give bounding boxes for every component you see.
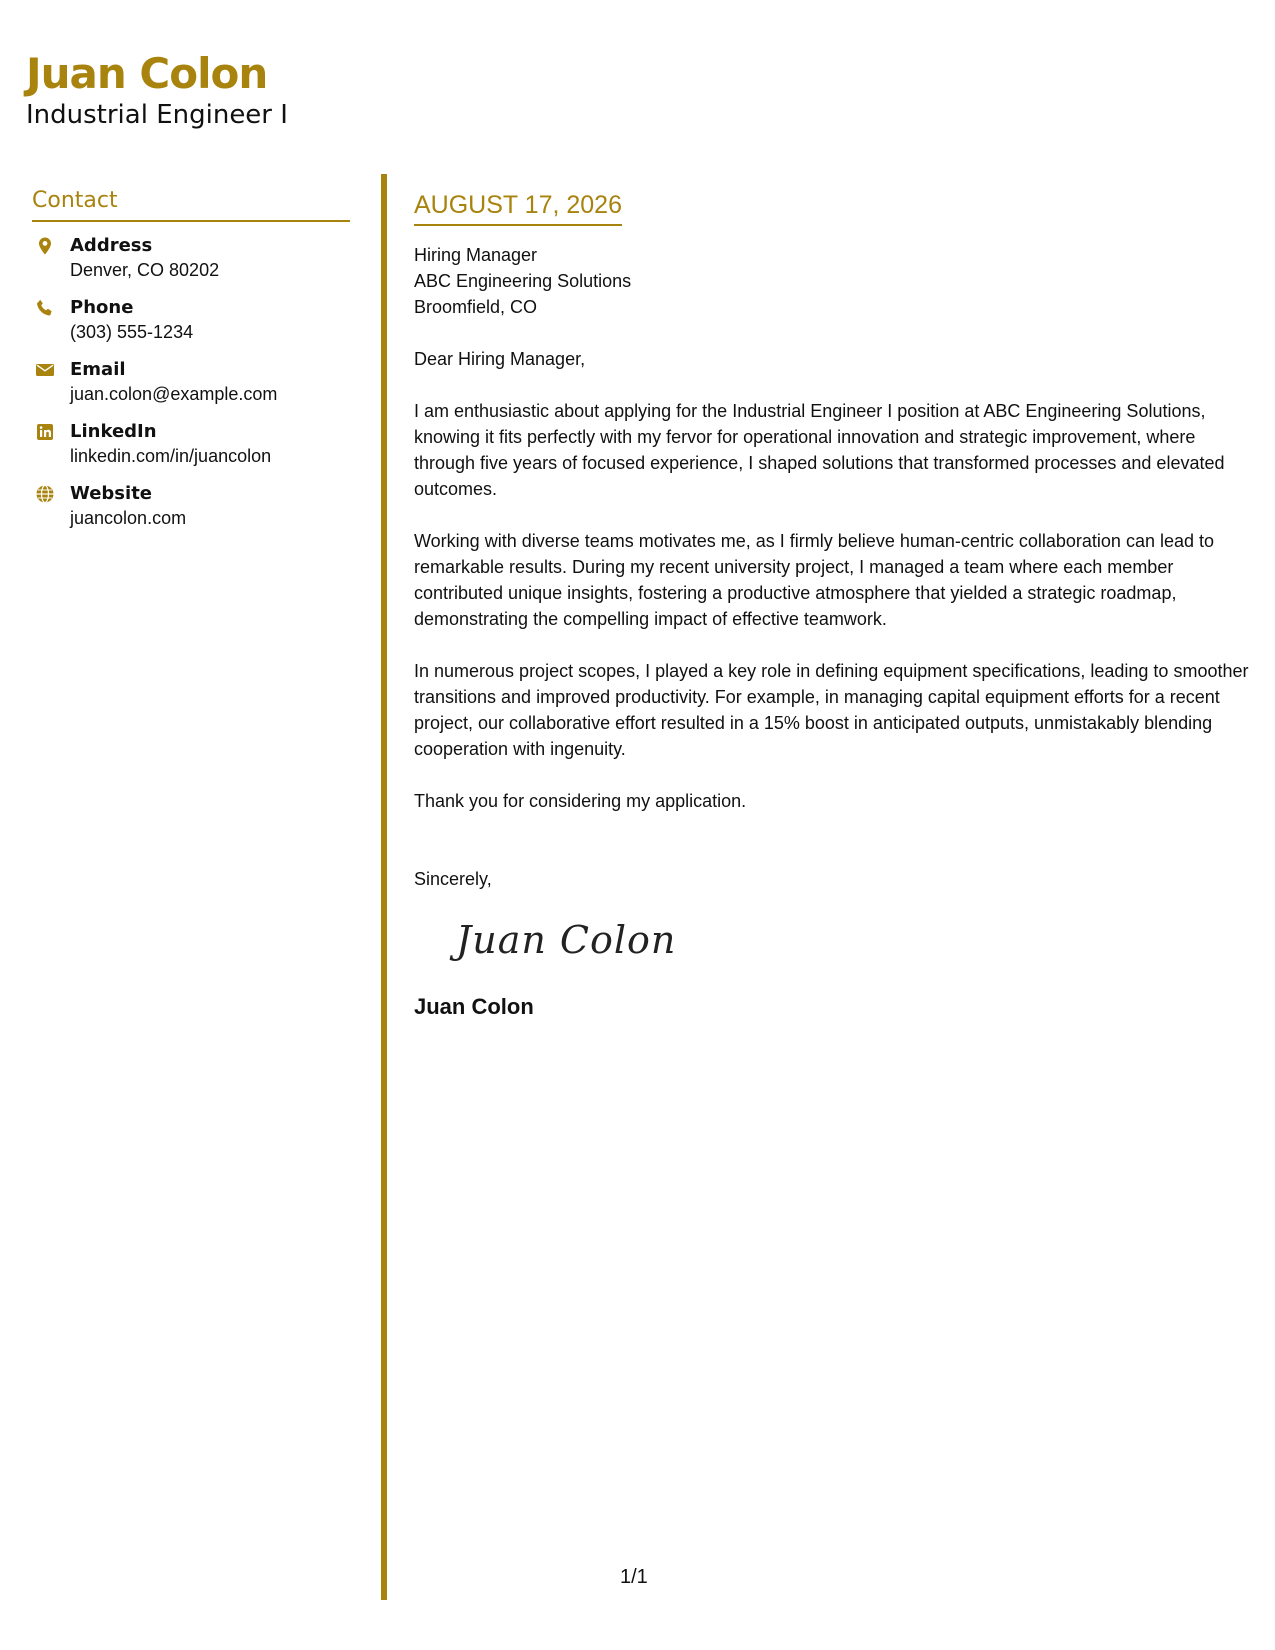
contact-value: juancolon.com: [70, 508, 187, 528]
contact-label: Phone: [70, 297, 134, 318]
contact-item-website: [32, 482, 350, 544]
signed-name: Juan Colon: [414, 994, 534, 1019]
envelope-icon: [35, 360, 55, 380]
contact-value: Denver, CO 80202: [70, 260, 220, 280]
linkedin-icon: [35, 422, 55, 442]
phone-icon: [35, 298, 55, 318]
contact-value: (303) 555-1234: [70, 322, 194, 342]
globe-icon: [35, 484, 55, 504]
contact-value: juan.colon@example.com: [70, 384, 278, 404]
contact-value: linkedin.com/in/juancolon: [70, 446, 272, 466]
letter-paragraph: I am enthusiastic about applying for the Industrial Engineer I position at ABC Engineering Solutions, knowing it fits perfectly with my fervor for operational innovation and strategic improvement, where through five years of focused experience, I shaped solutions that transformed processes and elevated outcomes.: [414, 401, 1225, 499]
candidate-name: Juan Colon: [26, 49, 268, 98]
contact-heading: Contact: [32, 186, 350, 222]
salutation: Dear Hiring Manager,: [414, 349, 586, 369]
contact-item-phone: [32, 296, 350, 358]
recipient-line: Broomfield, CO: [414, 297, 538, 317]
letter-paragraph: Working with diverse teams motivates me, as I firmly believe human-centric collaboration can lead to remarkable results. During my recent university project, I managed a team where each member contributed unique insights, fostering a productive atmosphere that yielded a strategic roadmap, demonstrating the compelling impact of effective teamwork.: [414, 531, 1215, 629]
contact-label: Email: [70, 359, 126, 380]
letter-paragraph: In numerous project scopes, I played a key role in defining equipment specifications, leading to smoother transitions and improved productivity. For example, in managing capital equipment efforts for a recent project, our collaborative effort resulted in a 15% boost in anticipated outputs, unmistakably blending cooperation with ingenuity.: [414, 661, 1249, 759]
recipient-line: Hiring Manager: [414, 245, 538, 265]
letter-paragraph: Thank you for considering my application.: [414, 791, 747, 811]
signature: Juan Colon: [456, 918, 677, 962]
contact-label: LinkedIn: [70, 421, 157, 442]
contact-sidebar: [32, 186, 350, 544]
header: [26, 48, 288, 130]
recipient-block: [414, 242, 1254, 320]
letter-date: AUGUST 17, 2026: [414, 188, 622, 226]
map-pin-icon: [35, 236, 55, 256]
contact-item-linkedin: [32, 420, 350, 482]
letter-body: [414, 188, 1254, 1022]
page-number: 1/1: [620, 1566, 648, 1588]
contact-list: [32, 234, 350, 544]
closing: Sincerely,: [414, 869, 492, 889]
contact-label: Address: [70, 235, 153, 256]
contact-item-email: [32, 358, 350, 420]
contact-label: Website: [70, 483, 153, 504]
job-title: Industrial Engineer I: [26, 100, 288, 130]
vertical-divider: [381, 174, 387, 1600]
contact-item-address: [32, 234, 350, 296]
recipient-line: ABC Engineering Solutions: [414, 271, 632, 291]
